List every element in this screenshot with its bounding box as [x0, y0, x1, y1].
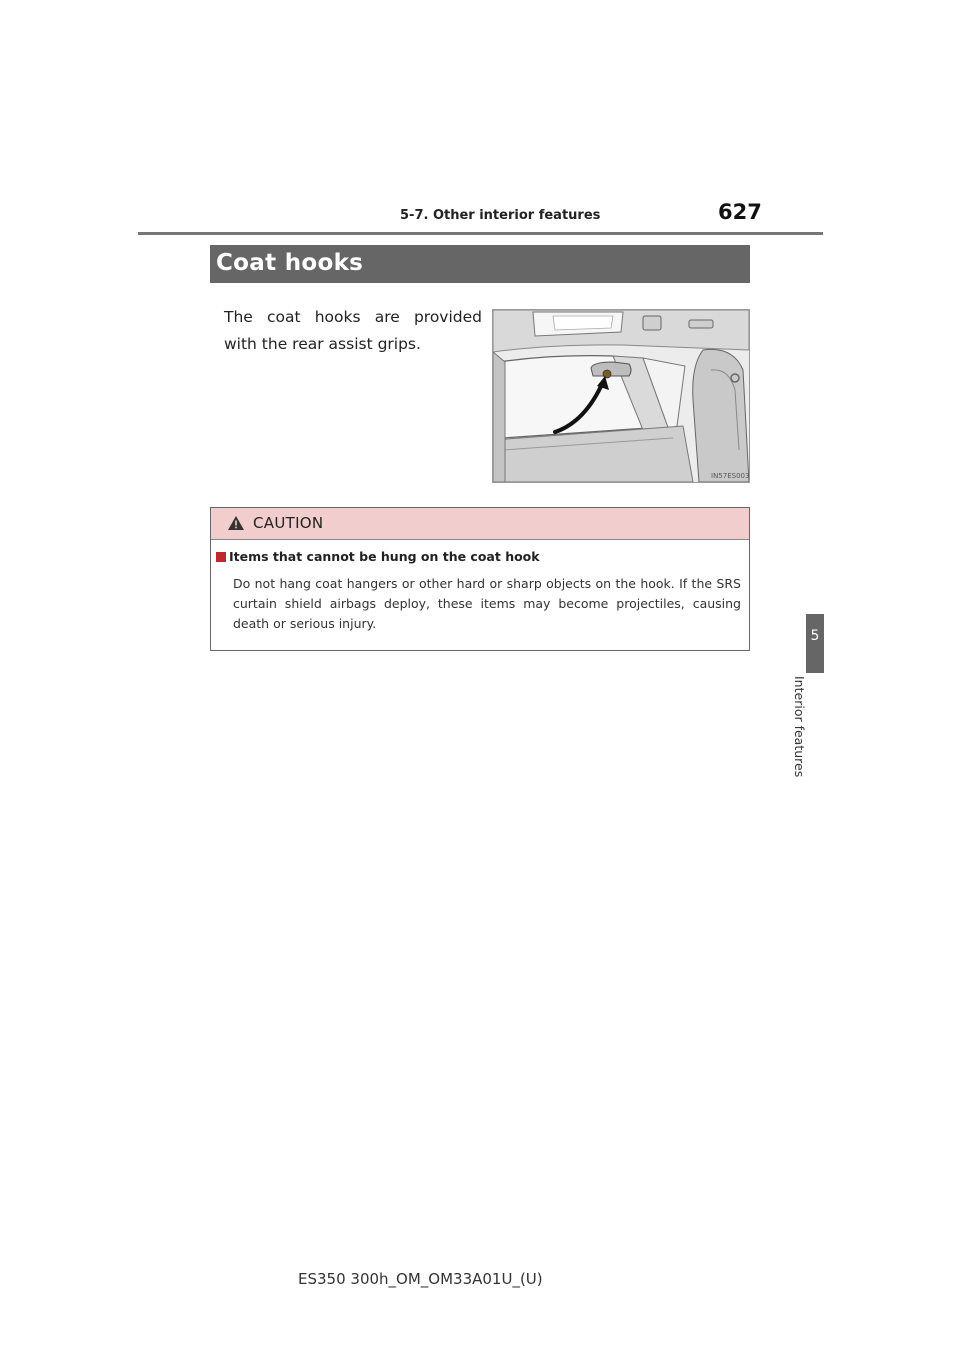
page-number: 627: [718, 200, 762, 224]
caution-box: [210, 507, 750, 651]
coat-hook-illustration: [492, 309, 750, 483]
footer-document-code: ES350 300h_OM_OM33A01U_(U): [298, 1270, 543, 1288]
header-divider: [138, 232, 823, 235]
figure-code: IN57ES003: [711, 472, 749, 480]
header-section-title: 5-7. Other interior features: [400, 208, 601, 223]
section-title: Coat hooks: [216, 250, 364, 276]
caution-item-title: Items that cannot be hung on the coat hook: [229, 549, 540, 564]
chapter-side-label: Interior features: [792, 676, 807, 778]
caution-header: [211, 508, 749, 540]
bullet-square-icon: [216, 552, 226, 562]
car-interior-drawing: [493, 310, 749, 482]
caution-item-text: Do not hang coat hangers or other hard or sharp objects on the hook. If the SRS curtain shield airbags deploy, these items may become projectiles, causing death or serious injury.: [233, 576, 741, 631]
caution-label: CAUTION: [253, 514, 324, 532]
chapter-tab-number: 5: [810, 628, 820, 644]
warning-triangle-icon: [227, 515, 245, 531]
body-paragraph: The coat hooks are provided with the rear assist grips.: [224, 308, 482, 353]
